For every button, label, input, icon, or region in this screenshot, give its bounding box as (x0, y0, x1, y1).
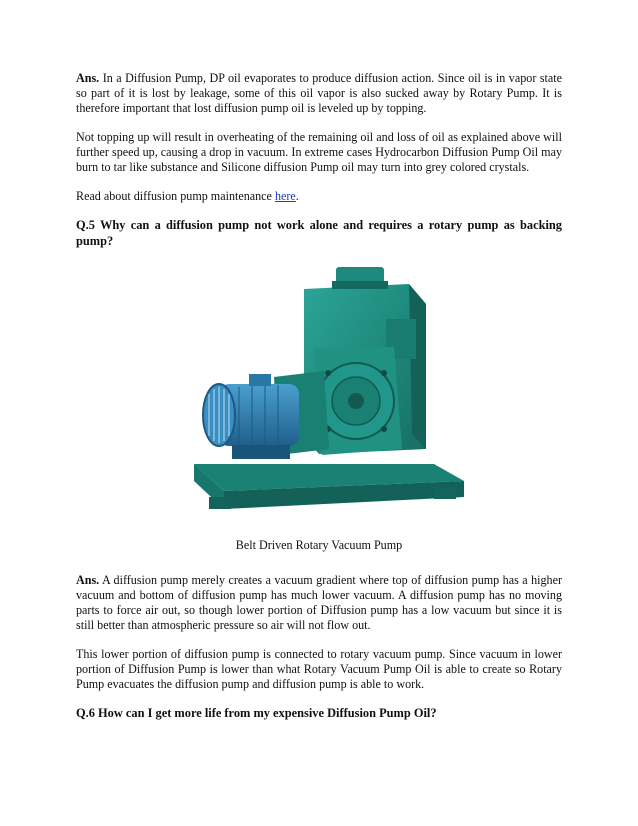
question-6-heading: Q.6 How can I get more life from my expensive Diffusion Pump Oil? (76, 706, 437, 720)
pump-illustration (164, 259, 474, 529)
paragraph-3-text: Read about diffusion pump maintenance (76, 189, 275, 203)
answer-paragraph-4 (76, 573, 562, 633)
answer-text: A diffusion pump merely creates a vacuum gradient where top of diffusion pump has a higher vacuum and bottom of diffusion pump has much lower vacuum. A diffusion pump has no moving parts to force air out, so though lower portion of Diffusion pump has a low vacuum but since it is still better than atmospheric pressure so air will not flow out. (76, 573, 562, 632)
rotary-pump-image (164, 259, 474, 529)
paragraph-2: Not topping up will result in overheating of the remaining oil and loss of oil as explained above will further speed up, causing a drop in vacuum. In extreme cases Hydrocarbon Diffusion Pump Oil may burn to tar like substance and Silicone diffusion Pump oil may turn into grey colored crystals. (76, 130, 562, 174)
question-5-heading: Q.5 Why can a diffusion pump not work alone and requires a rotary pump as backing pump? (76, 218, 562, 248)
answer-label: Ans. (76, 71, 100, 85)
here-link[interactable]: here (274, 189, 296, 203)
answer-text: In a Diffusion Pump, DP oil evaporates to produce diffusion action. Since oil is in vapor state so part of it is lost by leakage, some of this oil vapor is also sucked away by Rotary Pump. It is therefore important that lost diffusion pump oil is leveled up by topping. (76, 71, 562, 115)
paragraph-3-end: . (295, 189, 299, 203)
paragraph-3 (76, 189, 562, 204)
answer-paragraph-1 (76, 71, 562, 116)
page-content (76, 71, 562, 731)
figure-caption: Belt Driven Rotary Vacuum Pump (235, 538, 403, 552)
paragraph-5: This lower portion of diffusion pump is connected to rotary vacuum pump. Since vacuum in lower portion of Diffusion Pump is lower than what Rotary Vacuum Pump Oil is able to create so Rotary Pump evacuates the diffusion pump and diffusion pump is able to work. (76, 647, 562, 691)
answer-label: Ans. (76, 573, 100, 587)
